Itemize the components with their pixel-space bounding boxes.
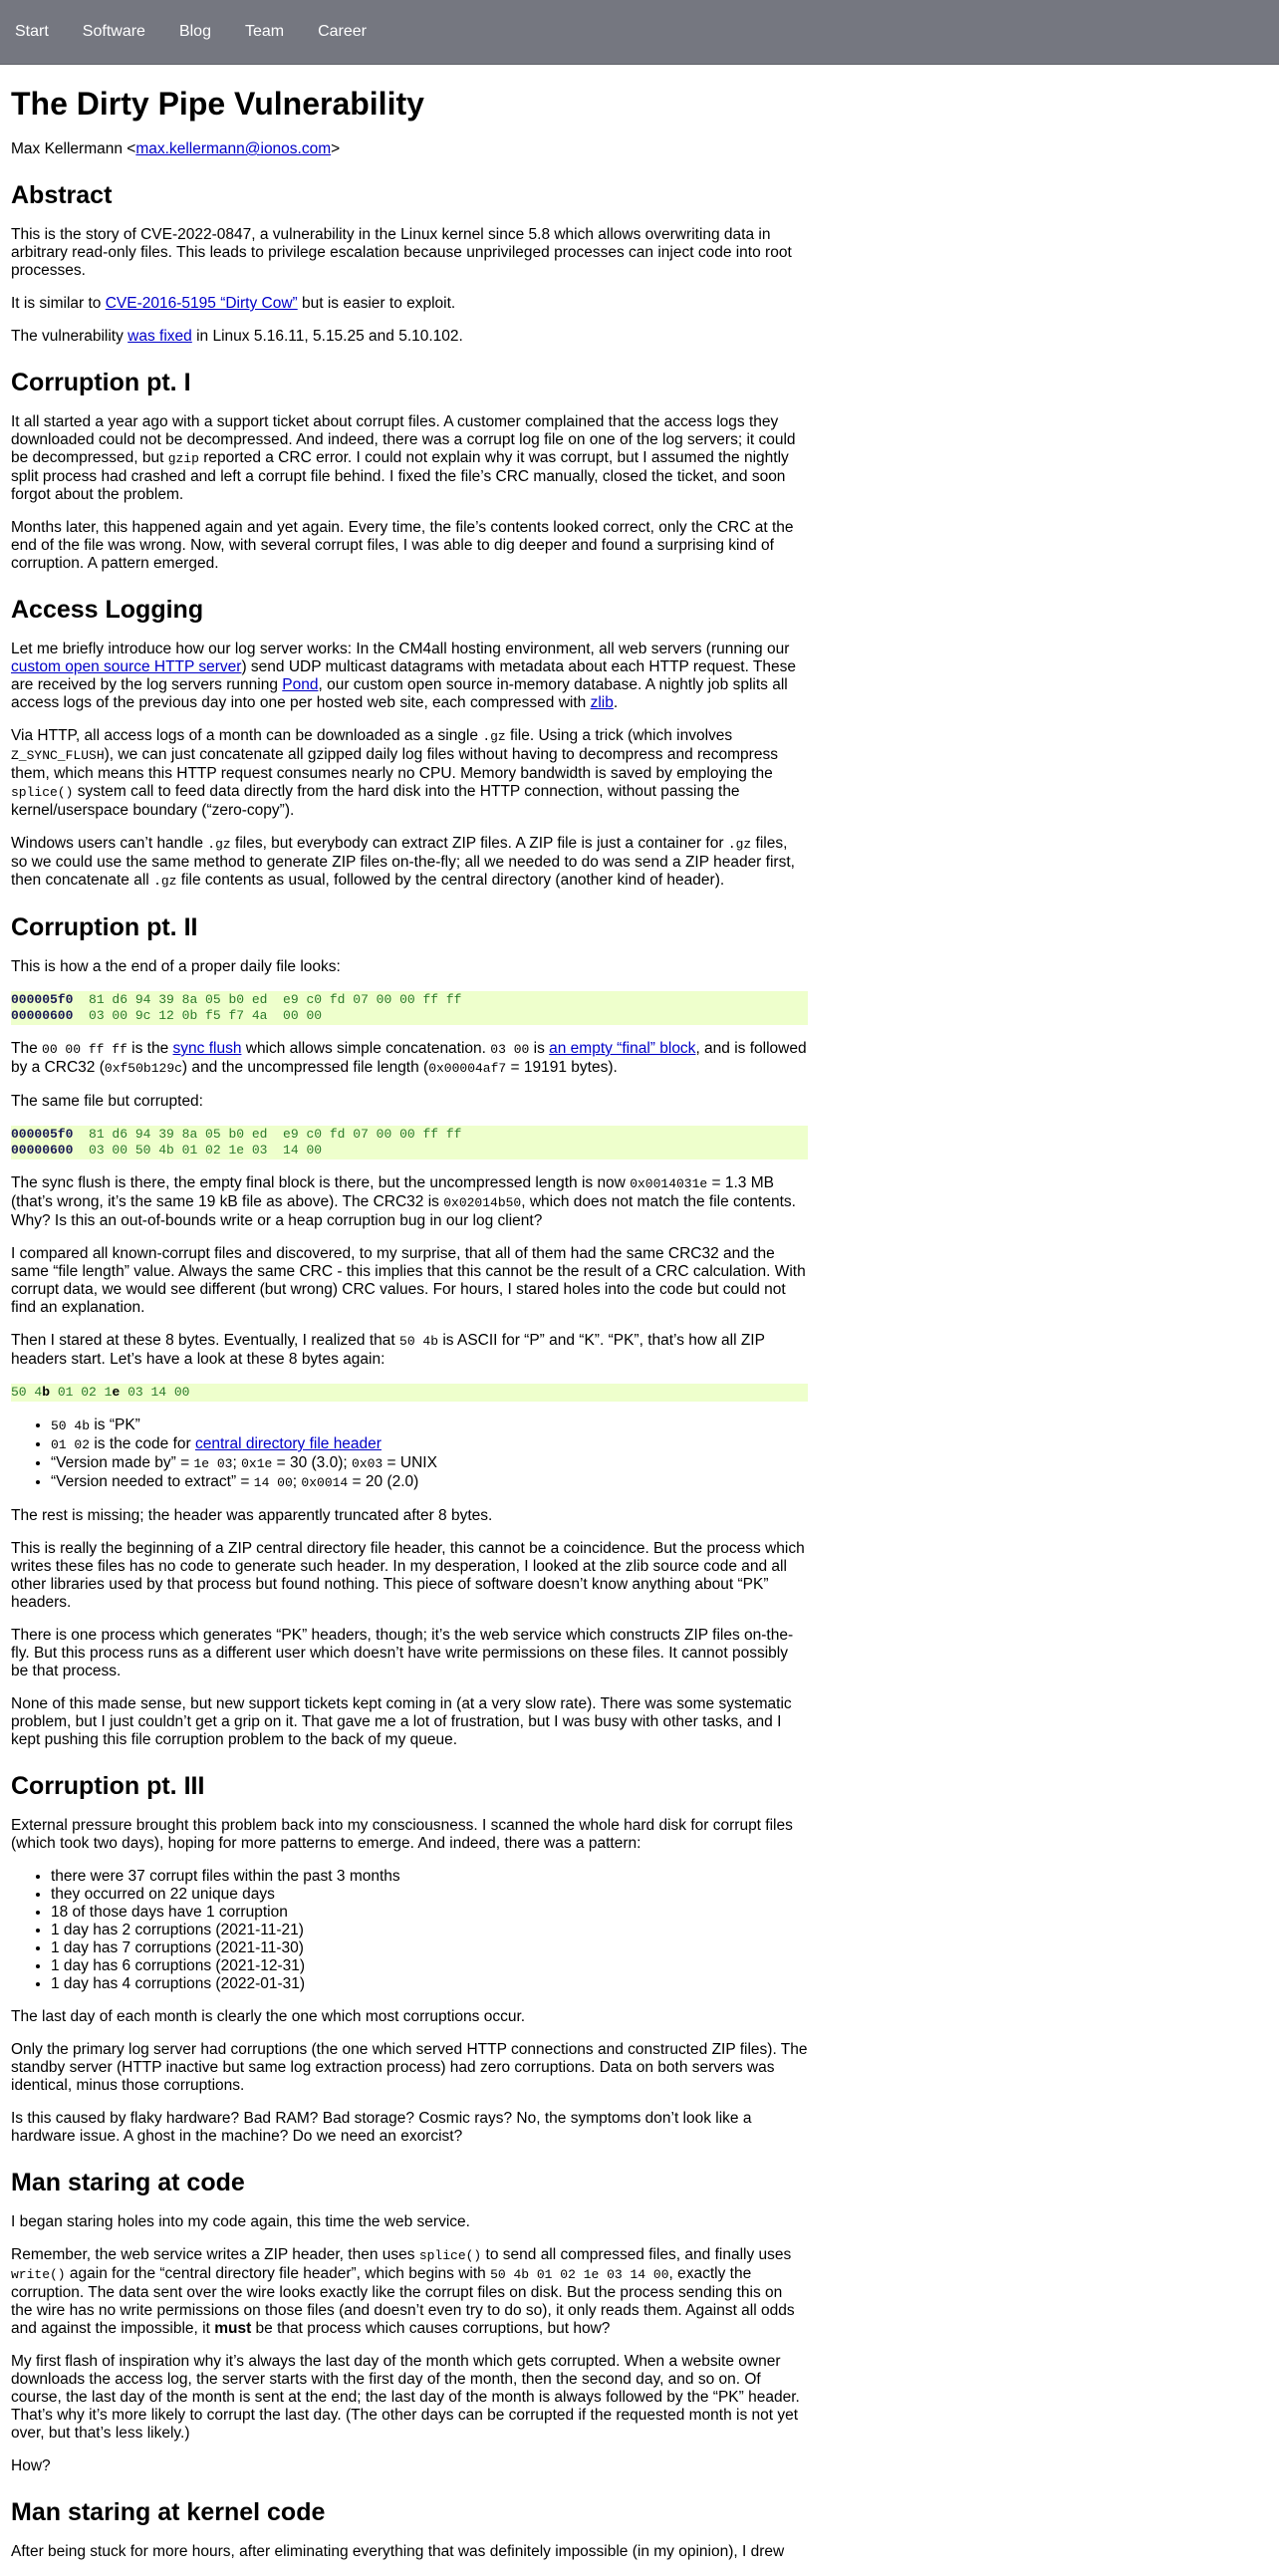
paragraph: It all started a year ago with a support ticket about corrupt files. A customer complained that the access logs they downloaded could not be decompressed. And indeed, there was a corrupt log file on one of the log servers; it could be decompressed, but gzip reported a CRC error. I could not explain why it was corrupt, but I assumed the nightly split process had crashed and left a corrupt file behind. I fixed the file’s CRC manually, closed the ticket, and soon forgot about the problem.	[11, 413, 796, 503]
nav-team-link[interactable]: Team	[244, 23, 285, 40]
list-item: • 50 4b is “PK”	[51, 1417, 808, 1435]
paragraph: The vulnerability was fixed in Linux 5.16.11, 5.15.25 and 5.10.102.	[11, 328, 463, 345]
list-item: • they occurred on 22 unique days	[51, 1886, 808, 1904]
was-fixed-link[interactable]: was fixed	[128, 328, 192, 345]
pond-link[interactable]: Pond	[282, 676, 319, 693]
dirty-cow-link[interactable]: CVE-2016-5195 “Dirty Cow”	[105, 295, 298, 312]
paragraph: The last day of each month is clearly the one which most corruptions occur.	[11, 2008, 526, 2025]
list-item: • “Version made by” = 1e 03; 0x1e = 30 (3.0); 0x03 = UNIX	[51, 1454, 808, 1473]
corruption-stats-list	[11, 1868, 808, 1993]
paragraph: Is this caused by flaky hardware? Bad RAM? Bad storage? Cosmic rays? No, the symptoms don’t look like a hardware issue. A ghost in the machine? Do we need an exorcist?	[11, 2110, 752, 2145]
section-heading-man-staring-at-code: Man staring at code	[11, 2169, 245, 2196]
paragraph: The same file but corrupted:	[11, 1093, 203, 1110]
central-directory-link[interactable]: central directory file header	[195, 1435, 382, 1452]
section-heading-abstract: Abstract	[11, 181, 113, 209]
paragraph: I began staring holes into my code again, this time the web service.	[11, 2213, 470, 2230]
author-email-link[interactable]: max.kellermann@ionos.com	[135, 140, 332, 157]
list-item: • 1 day has 4 corruptions (2022-01-31)	[51, 1975, 808, 1993]
paragraph: Remember, the web service writes a ZIP header, then uses splice() to send all compressed files, and finally uses write() again for the “central directory file header”, which begins with 50 4b 01 02 1e 03 14 00, exactly the corruption. The data sent over the wire looks exactly like the corrupt files on disk. But the process sending this on the wire has no write permissions on those files (and doesn’t even try to do so), it only reads them. Against all odds and against the impossible, it must be that process which causes corruptions, but how?	[11, 2246, 795, 2337]
list-item: • 1 day has 7 corruptions (2021-11-30)	[51, 1939, 808, 1957]
paragraph: This is how a the end of a proper daily file looks:	[11, 958, 341, 975]
article	[11, 65, 808, 2576]
list-item: • 01 02 is the code for central directory file header	[51, 1435, 808, 1454]
paragraph: This is really the beginning of a ZIP central directory file header, this cannot be a coincidence. But the process which writes these files has no code to generate such header. In my desperation, I looked at the zlib source code and all other libraries used by that process but found nothing. This piece of software doesn’t know anything about “PK” headers.	[11, 1540, 805, 1611]
paragraph: Months later, this happened again and yet again. Every time, the file’s contents looked correct, only the CRC at the end of the file was wrong. Now, with several corrupt files, I was able to dig deeper and found a surprising kind of corruption. A pattern emerged.	[11, 519, 794, 572]
paragraph: My first flash of inspiration why it’s always the last day of the month which gets corrupted. When a website owner downloads the access log, the server starts with the first day of the month, then the second day, and so on. Of course, the last day of the month is sent at the end; the last day of the month is always followed by the “PK” header. That’s why it’s more likely to corrupt the last day. (The other days can be corrupted if the requested month is not yet over, but that’s less likely.)	[11, 2353, 800, 2442]
paragraph: It is similar to CVE-2016-5195 “Dirty Cow” but is easier to exploit.	[11, 295, 456, 312]
http-server-link[interactable]: custom open source HTTP server	[11, 658, 242, 675]
paragraph: This is the story of CVE-2022-0847, a vulnerability in the Linux kernel since 5.8 which allows overwriting data in arbitrary read-only files. This leads to privilege escalation because unprivileged processes can inject code into root processes.	[11, 226, 792, 279]
section-heading-corruption-1: Corruption pt. I	[11, 369, 191, 396]
top-navigation	[0, 0, 1279, 65]
hex-dump-corrupted: 000005f0 81 d6 94 39 8a 05 b0 ed e9 c0 fd 07 00 00 ff ff 00000600 03 00 50 4b 01 02 1e 03 14 00	[11, 1126, 808, 1159]
paragraph: How?	[11, 2457, 51, 2474]
paragraph: Let me briefly introduce how our log server works: In the CM4all hosting environment, all web servers (running our custom open source HTTP server) send UDP multicast datagrams with metadata about each HTTP request. These are received by the log servers running Pond, our custom open source in-memory database. A nightly job splits all access logs of the previous day into one per hosted web site, each compressed with zlib.	[11, 641, 797, 711]
section-heading-access-logging: Access Logging	[11, 596, 204, 624]
paragraph: I compared all known-corrupt files and discovered, to my surprise, that all of them had the same CRC32 and the same “file length” value. Always the same CRC - this implies that this cannot be the result of a CRC calculation. With corrupt data, we would see different (but wrong) CRC values. For hours, I stared holes into the code but could not find an explanation.	[11, 1245, 806, 1316]
hex-dump-pk-header: 50 4b 01 02 1e 03 14 00	[11, 1384, 808, 1402]
paragraph: None of this made sense, but new support tickets kept coming in (at a very slow rate). There was some systematic problem, but I just couldn’t get a grip on it. That gave me a lot of frustration, but I was busy with other tasks, and I kept pushing this file corruption problem to the back of my queue.	[11, 1695, 792, 1748]
paragraph: Then I stared at these 8 bytes. Eventually, I realized that 50 4b is ASCII for “P” and “K”. “PK”, that’s how all ZIP headers start. Let’s have a look at these 8 bytes again:	[11, 1332, 765, 1368]
paragraph: Windows users can’t handle .gz files, but everybody can extract ZIP files. A ZIP file is just a container for .gz files, so we could use the same method to generate ZIP files on-the-fly; all we needed to do was send a ZIP header first, then concatenate all .gz file contents as usual, followed by the central directory (another kind of header).	[11, 835, 795, 889]
list-item: • 1 day has 6 corruptions (2021-12-31)	[51, 1957, 808, 1975]
hex-dump-proper: 000005f0 81 d6 94 39 8a 05 b0 ed e9 c0 fd 07 00 00 ff ff 00000600 03 00 9c 12 0b f5 f7 4a 00 00	[11, 991, 808, 1025]
paragraph: The rest is missing; the header was apparently truncated after 8 bytes.	[11, 1507, 493, 1524]
list-item: • 1 day has 2 corruptions (2021-11-21)	[51, 1922, 808, 1939]
paragraph: External pressure brought this problem back into my consciousness. I scanned the whole hard disk for corrupt files (which took two days), hoping for more patterns to emerge. And indeed, there was a pattern:	[11, 1817, 793, 1852]
nav-software-link[interactable]: Software	[82, 23, 145, 40]
paragraph: Only the primary log server had corruptions (the one which served HTTP connections and constructed ZIP files). The standby server (HTTP inactive but same log extraction process) had zero corruptions. Data on both servers was identical, minus those corruptions.	[11, 2041, 808, 2094]
pk-header-breakdown-list	[11, 1417, 808, 1492]
list-item: • “Version needed to extract” = 14 00; 0x0014 = 20 (2.0)	[51, 1473, 808, 1492]
paragraph: The 00 00 ff ff is the sync flush which allows simple concatenation. 03 00 is an empty “final” block, and is followed by a CRC32 (0xf50b129c) and the uncompressed file length (0x00004af7 = 19191 bytes).	[11, 1040, 807, 1076]
sync-flush-link[interactable]: sync flush	[172, 1040, 242, 1057]
list-item: • 18 of those days have 1 corruption	[51, 1904, 808, 1922]
paragraph: There is one process which generates “PK” headers, though; it’s the web service which constructs ZIP files on-the-fly. But this process runs as a different user which doesn’t have write permissions on these files. It cannot possibly be that process.	[11, 1627, 794, 1679]
nav-start-link[interactable]: Start	[15, 23, 49, 40]
list-item: • there were 37 corrupt files within the past 3 months	[51, 1868, 808, 1886]
zlib-link[interactable]: zlib	[590, 694, 614, 711]
paragraph: After being stuck for more hours, after eliminating everything that was definitely impossible (in my opinion), I drew	[11, 2543, 785, 2560]
paragraph: The sync flush is there, the empty final block is there, but the uncompressed length is now 0x0014031e = 1.3 MB (that’s wrong, it’s the same 19 kB file as above). The CRC32 is 0x02014b50, which does not match the file contents. Why? Is this an out-of-bounds write or a heap corruption bug in our log client?	[11, 1174, 796, 1229]
section-heading-corruption-2: Corruption pt. II	[11, 913, 198, 941]
paragraph: Via HTTP, all access logs of a month can be downloaded as a single .gz file. Using a trick (which involves Z_SYNC_FLUSH), we can just concatenate all gzipped daily log files without having to decompress and recompress them, which means this HTTP request consumes nearly no CPU. Memory bandwidth is saved by employing the splice() system call to feed data directly from the hard disk into the HTTP connection, without passing the kernel/userspace boundary (“zero-copy”).	[11, 727, 778, 819]
author-line: Max Kellermann <max.kellermann@ionos.com>	[11, 140, 341, 157]
nav-blog-link[interactable]: Blog	[178, 23, 211, 40]
page-title: The Dirty Pipe Vulnerability	[11, 86, 424, 122]
empty-final-block-link[interactable]: an empty “final” block	[549, 1040, 696, 1057]
nav-career-link[interactable]: Career	[318, 23, 367, 40]
section-heading-man-staring-at-kernel-code: Man staring at kernel code	[11, 2498, 326, 2526]
section-heading-corruption-3: Corruption pt. III	[11, 1772, 205, 1800]
